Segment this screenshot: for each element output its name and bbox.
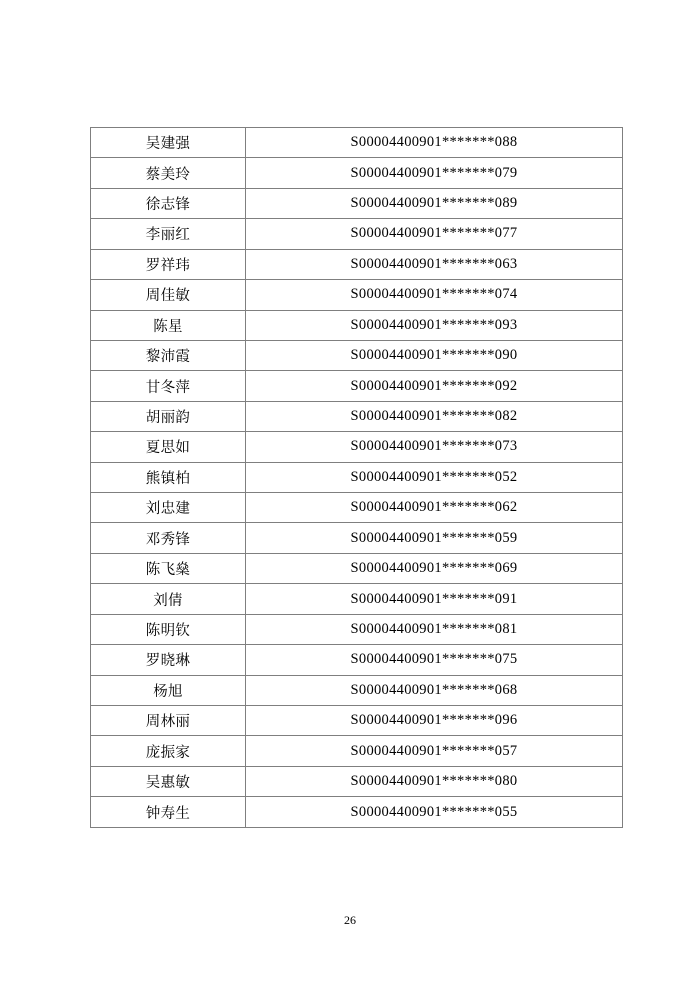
- person-name-cell: 陈星: [91, 310, 246, 340]
- person-name-cell: 徐志锋: [91, 188, 246, 218]
- masked-id-cell: S00004400901*******059: [246, 523, 623, 553]
- table-row: [91, 432, 623, 462]
- masked-id-cell: S00004400901*******082: [246, 401, 623, 431]
- person-name-cell: 邓秀锋: [91, 523, 246, 553]
- masked-id-cell: S00004400901*******091: [246, 584, 623, 614]
- masked-id-cell: S00004400901*******052: [246, 462, 623, 492]
- person-name-cell: 刘忠建: [91, 493, 246, 523]
- person-name-cell: 罗祥玮: [91, 249, 246, 279]
- table-row: [91, 371, 623, 401]
- table-row: [91, 706, 623, 736]
- person-name-cell: 钟寿生: [91, 797, 246, 828]
- table-row: [91, 249, 623, 279]
- masked-id-cell: S00004400901*******077: [246, 219, 623, 249]
- table-row: [91, 553, 623, 583]
- masked-id-cell: S00004400901*******079: [246, 158, 623, 188]
- roster-table: [90, 127, 623, 828]
- person-name-cell: 庞振家: [91, 736, 246, 766]
- masked-id-cell: S00004400901*******069: [246, 553, 623, 583]
- masked-id-cell: S00004400901*******089: [246, 188, 623, 218]
- table-row: [91, 340, 623, 370]
- masked-id-cell: S00004400901*******093: [246, 310, 623, 340]
- page-number: 26: [344, 913, 356, 927]
- masked-id-cell: S00004400901*******068: [246, 675, 623, 705]
- table-row: [91, 158, 623, 188]
- table-row: [91, 584, 623, 614]
- table-row: [91, 128, 623, 158]
- table-row: [91, 401, 623, 431]
- table-row: [91, 675, 623, 705]
- roster-table-body: [91, 128, 623, 828]
- table-row: [91, 797, 623, 828]
- person-name-cell: 吴惠敏: [91, 766, 246, 796]
- table-row: [91, 280, 623, 310]
- masked-id-cell: S00004400901*******080: [246, 766, 623, 796]
- table-row: [91, 188, 623, 218]
- masked-id-cell: S00004400901*******090: [246, 340, 623, 370]
- person-name-cell: 李丽红: [91, 219, 246, 249]
- masked-id-cell: S00004400901*******075: [246, 645, 623, 675]
- person-name-cell: 甘冬萍: [91, 371, 246, 401]
- table-row: [91, 219, 623, 249]
- masked-id-cell: S00004400901*******081: [246, 614, 623, 644]
- person-name-cell: 杨旭: [91, 675, 246, 705]
- person-name-cell: 刘倩: [91, 584, 246, 614]
- person-name-cell: 熊镇柏: [91, 462, 246, 492]
- person-name-cell: 陈明钦: [91, 614, 246, 644]
- masked-id-cell: S00004400901*******088: [246, 128, 623, 158]
- masked-id-cell: S00004400901*******073: [246, 432, 623, 462]
- masked-id-cell: S00004400901*******092: [246, 371, 623, 401]
- person-name-cell: 黎沛霞: [91, 340, 246, 370]
- table-row: [91, 493, 623, 523]
- person-name-cell: 吴建强: [91, 128, 246, 158]
- masked-id-cell: S00004400901*******096: [246, 706, 623, 736]
- person-name-cell: 周佳敏: [91, 280, 246, 310]
- masked-id-cell: S00004400901*******055: [246, 797, 623, 828]
- table-row: [91, 310, 623, 340]
- person-name-cell: 胡丽韵: [91, 401, 246, 431]
- table-row: [91, 523, 623, 553]
- person-name-cell: 周林丽: [91, 706, 246, 736]
- person-name-cell: 夏思如: [91, 432, 246, 462]
- masked-id-cell: S00004400901*******074: [246, 280, 623, 310]
- table-row: [91, 462, 623, 492]
- masked-id-cell: S00004400901*******062: [246, 493, 623, 523]
- table-row: [91, 614, 623, 644]
- masked-id-cell: S00004400901*******057: [246, 736, 623, 766]
- table-row: [91, 766, 623, 796]
- person-name-cell: 罗晓琳: [91, 645, 246, 675]
- table-row: [91, 645, 623, 675]
- person-name-cell: 蔡美玲: [91, 158, 246, 188]
- masked-id-cell: S00004400901*******063: [246, 249, 623, 279]
- table-row: [91, 736, 623, 766]
- person-name-cell: 陈飞燊: [91, 553, 246, 583]
